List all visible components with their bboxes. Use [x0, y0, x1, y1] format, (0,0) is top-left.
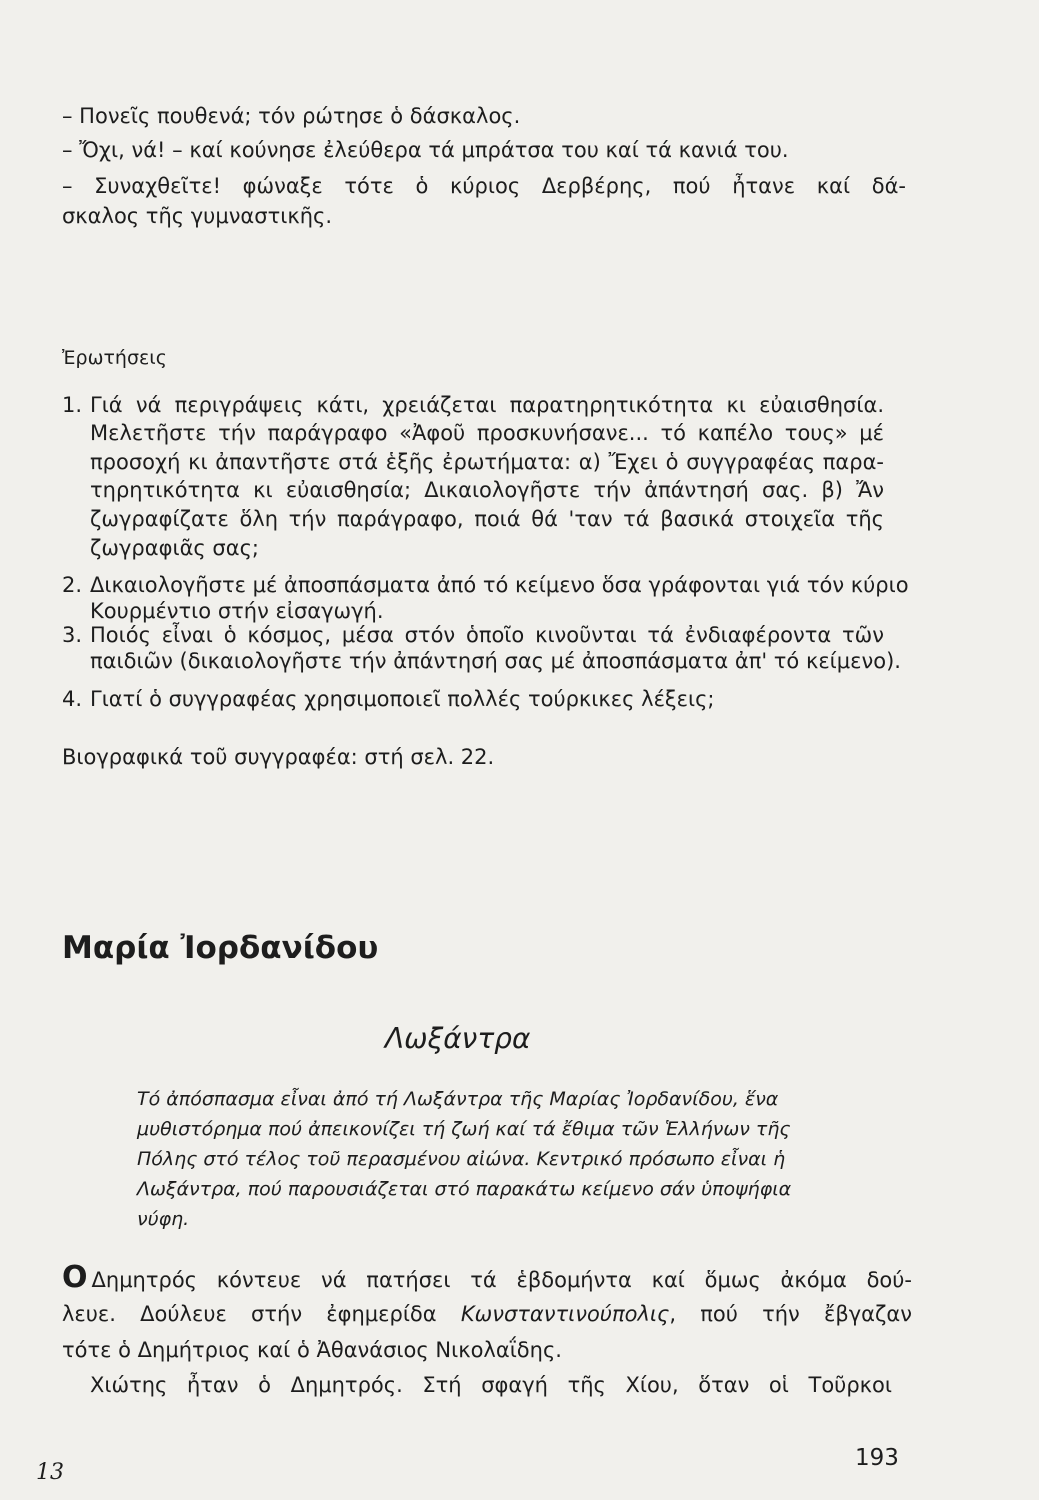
question-text: Κουρμέντιο στήν εἰσαγωγή.: [90, 599, 384, 623]
newspaper-title: Κωνσταντινούπολις: [460, 1302, 670, 1326]
body-text: Δημητρός κόντευε νά πατήσει τά ἑβδομήντα καί ὅμως ἀκόμα δού-: [91, 1268, 912, 1292]
body-line: Χιώτης ἦταν ὁ Δημητρός. Στή σφαγή τῆς Χίου, ὅταν οἱ Τοῦρκοι: [90, 1373, 892, 1397]
dialogue-line: σκαλος τῆς γυμναστικῆς.: [62, 204, 333, 228]
intro-text: Πόλης στό τέλος τοῦ περασμένου αἰώνα. Κεντρικό πρόσωπο εἶναι ἡ: [137, 1148, 786, 1170]
question-number: 3.: [62, 623, 83, 647]
page-number: 193: [855, 1445, 899, 1471]
question-number: 2.: [62, 573, 83, 597]
intro-text: νύφη.: [137, 1208, 190, 1230]
drop-cap: Ο: [62, 1260, 88, 1295]
bio-note: Βιογραφικά τοῦ συγγραφέα: στή σελ. 22.: [62, 745, 495, 769]
dialogue-line: – Ὄχι, νά! – καί κούνησε ἐλεύθερα τά μπράτσα του καί τά κανιά του.: [62, 138, 789, 162]
body-line: [62, 1260, 912, 1295]
body-text: λευε. Δούλευε στήν ἐφημερίδα: [62, 1302, 461, 1326]
dialogue-line: – Συναχθεῖτε! φώναξε τότε ὁ κύριος Δερβέρης, πού ἦτανε καί δά-: [62, 174, 906, 198]
question-text: ζωγραφιᾶς σας;: [90, 536, 259, 560]
question-text: παιδιῶν (δικαιολογῆστε τήν ἀπάντησή σας μέ ἀποσπάσματα ἀπ' τό κείμενο).: [90, 649, 901, 673]
work-title: Λωξάντρα: [385, 1022, 531, 1055]
author-name: Μαρία Ἰορδανίδου: [62, 930, 379, 966]
questions-heading: Ἐρωτήσεις: [62, 347, 167, 369]
dialogue-line: – Πονεῖς πουθενά; τόν ρώτησε ὁ δάσκαλος.: [62, 104, 521, 128]
question-text: τηρητικότητα κι εὐαισθησία; Δικαιολογῆστε τήν ἀπάντησή σας. β) Ἄν: [90, 478, 884, 502]
question-text: Γιά νά περιγράψεις κάτι, χρειάζεται παρατηρητικότητα κι εὐαισθησία.: [90, 393, 884, 417]
intro-text: Τό ἀπόσπασμα εἶναι ἀπό τή Λωξάντρα τῆς Μαρίας Ἰορδανίδου, ἕνα: [137, 1088, 779, 1110]
body-text: , πού τήν ἔβγαζαν: [669, 1302, 913, 1326]
intro-text: Λωξάντρα, πού παρουσιάζεται στό παρακάτω κείμενο σάν ὑποψήφια: [137, 1178, 792, 1200]
signature-mark: 13: [36, 1460, 64, 1485]
intro-text: μυθιστόρημα πού ἀπεικονίζει τή ζωή καί τά ἔθιμα τῶν Ἑλλήνων τῆς: [137, 1118, 791, 1140]
question-text: Ποιός εἶναι ὁ κόσμος, μέσα στόν ὁποῖο κινοῦνται τά ἐνδιαφέροντα τῶν: [90, 623, 884, 647]
question-number: 1.: [62, 393, 83, 417]
question-text: Μελετῆστε τήν παράγραφο «Ἀφοῦ προσκυνήσανε... τό καπέλο τους» μέ: [90, 421, 884, 445]
question-text: Γιατί ὁ συγγραφέας χρησιμοποιεῖ πολλές τούρκικες λέξεις;: [90, 687, 715, 711]
body-line: [62, 1301, 912, 1327]
question-number: 4.: [62, 687, 83, 711]
question-text: Δικαιολογῆστε μέ ἀποσπάσματα ἀπό τό κείμενο ὅσα γράφονται γιά τόν κύριο: [90, 573, 909, 597]
question-text: ζωγραφίζατε ὅλη τήν παράγραφο, ποιά θά 'ταν τά βασικά στοιχεῖα τῆς: [90, 507, 884, 531]
body-line: τότε ὁ Δημήτριος καί ὁ Ἀθανάσιος Νικολαΐδης.: [62, 1338, 562, 1362]
question-text: προσοχή κι ἀπαντῆστε στά ἑξῆς ἐρωτήματα: α) Ἔχει ὁ συγγραφέας παρα-: [90, 450, 884, 474]
